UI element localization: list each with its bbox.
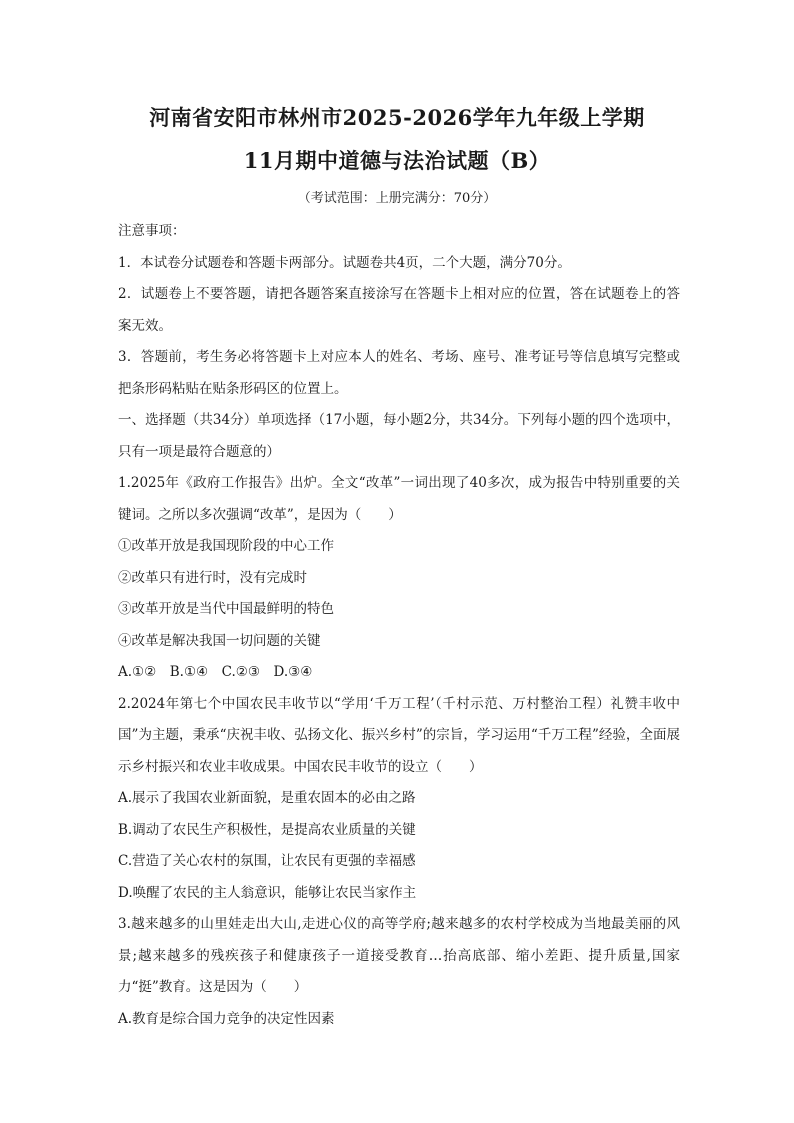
note-item-1: 1．本试卷分试题卷和答题卡两部分。试题卷共4页，二个大题，满分70分。	[118, 254, 571, 271]
question-2-choice-d: D.唤醒了农民的主人翁意识，能够让农民当家作主	[118, 884, 417, 901]
section-heading: 一、选择题（共34分）单项选择（17小题，每小题2分，共34分。下列每小题的四个选项中，只有一项是最符合题意的）	[118, 412, 680, 460]
exam-body	[118, 216, 680, 1035]
question-1-statement: ④改革是解决我国一切问题的关键	[118, 632, 321, 649]
question-1-stem: 1.2025年《政府工作报告》出炉。全文“改革”一词出现了40多次，成为报告中特别重要的关键词。之所以多次强调“改革”，是因为（ ）	[118, 475, 680, 523]
note-item-2: 2．试题卷上不要答题，请把各题答案直接涂写在答题卡上相对应的位置，答在试题卷上的答案无效。	[118, 286, 680, 334]
question-1-statement: ①改革开放是我国现阶段的中心工作	[118, 538, 334, 554]
notes-heading: 注意事项：	[118, 223, 186, 239]
exam-title-line2: 11月期中道德与法治试题（B）	[243, 148, 551, 173]
question-1-statement: ②改革只有进行时，没有完成时	[118, 569, 307, 586]
question-3-choice-a: A.教育是综合国力竞争的决定性因素	[118, 1010, 335, 1027]
question-2-choice-a: A.展示了我国农业新面貌，是重农固本的必由之路	[118, 790, 416, 806]
question-1-options: A.①② B.①④ C.②③ D.③④	[118, 664, 313, 680]
question-1-statement: ③改革开放是当代中国最鲜明的特色	[118, 601, 334, 617]
exam-title-line1: 河南省安阳市林州市2025-2026学年九年级上学期	[149, 105, 645, 130]
question-3-stem: 3.越来越多的山里娃走出大山,走进心仪的高等学府;越来越多的农村学校成为当地最美丽的风景;越来越多的残疾孩子和健康孩子一道接受教育…抬高底部、缩小差距、提升质量,国家力“挺”教育。这是因为（ ）	[118, 916, 680, 995]
question-2-choice-b: B.调动了农民生产积极性，是提高农业质量的关键	[118, 821, 416, 838]
exam-scope-note: （考试范围：上册完满分：70分）	[297, 191, 497, 206]
question-2-choice-c: C.营造了关心农村的氛围，让农民有更强的幸福感	[118, 853, 416, 869]
note-item-3: 3．答题前，考生务必将答题卡上对应本人的姓名、考场、座号、准考证号等信息填写完整或把条形码粘贴在贴条形码区的位置上。	[118, 349, 680, 397]
question-2-stem: 2.2024年第七个中国农民丰收节以“学用‘千万工程’（千村示范、万村整治工程）礼赞丰收中国”为主题，秉承“庆祝丰收、弘扬文化、振兴乡村”的宗旨，学习运用“千万工程”经验，全面展示乡村振兴和农业丰收成果。中国农民丰收节的设立（ ）	[118, 695, 680, 775]
